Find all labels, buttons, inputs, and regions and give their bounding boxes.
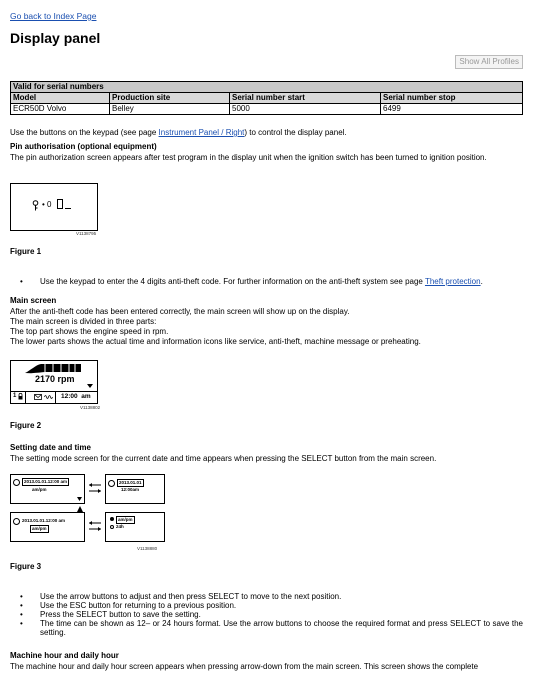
- cell-serial-start: 5000: [230, 104, 381, 115]
- preheat-coil-icon: [44, 394, 53, 400]
- figure-3-id: V1138880: [137, 546, 158, 551]
- arrow-up-icon: [77, 501, 83, 512]
- pin-body: The pin authorization screen appears after test program in the display unit when the ignition switch has been turned to ignition position.: [10, 153, 487, 162]
- list-item: • Use the arrow buttons to adjust and then press SELECT to move to the next position.: [10, 592, 523, 601]
- date-time-bullets: [10, 592, 523, 637]
- theft-protection-link[interactable]: Theft protection: [424, 277, 481, 286]
- screen-datetime-ampm-selected: [10, 512, 85, 542]
- figure-2-main-screen: [10, 360, 98, 404]
- datetime-value: 2013.01.01.12:00 am: [24, 479, 68, 484]
- page-title: Display panel: [10, 30, 101, 46]
- pin-digits: • 0: [42, 200, 52, 209]
- list-item: • Use the keypad to enter the 4 digits anti-theft code. For further information on the anti-theft system see page Theft protection.: [10, 277, 523, 286]
- screen-date-time: [105, 474, 165, 504]
- serial-table-caption: Valid for serial numbers: [11, 82, 523, 93]
- h24-option: 24h: [116, 524, 124, 529]
- list-item: • Use the ESC button for returning to a previous position.: [10, 601, 523, 610]
- radio-empty-icon: [110, 525, 114, 529]
- header-serial-start: Serial number start: [230, 93, 381, 104]
- header-serial-stop: Serial number stop: [381, 93, 523, 104]
- key-icon: [32, 200, 39, 211]
- header-production-site: Production site: [110, 93, 230, 104]
- back-to-index-link[interactable]: Go back to Index Page: [10, 11, 97, 21]
- screen-separator: [55, 391, 56, 403]
- pin-cursor-box: [57, 199, 63, 209]
- time-value: 12:00am: [121, 487, 140, 492]
- main-screen-heading: Main screen: [10, 296, 57, 305]
- pin-underscore: [65, 208, 71, 209]
- cell-model: ECR50D Volvo: [11, 104, 110, 115]
- rpm-value: 2170 rpm: [35, 374, 75, 384]
- message-count: 1: [13, 393, 17, 399]
- figure-1-label: Figure 1: [10, 247, 42, 256]
- figure-2-id: V1138802: [80, 405, 101, 410]
- navigation-arrows: [88, 481, 102, 495]
- show-all-profiles-button[interactable]: Show All Profiles: [455, 55, 523, 69]
- list-item: • Press the SELECT button to save the setting.: [10, 610, 523, 619]
- clock-time: 12:00 am: [61, 393, 91, 400]
- header-model: Model: [11, 93, 110, 104]
- list-item: • The time can be shown as 12– or 24 hours format. Use the arrow buttons to choose the required format and press SELECT to save the setting.: [10, 619, 523, 637]
- arrow-down-icon: [87, 384, 93, 388]
- datetime-value: 2013.01.01.12:00 am: [22, 518, 66, 523]
- intro-text: Use the buttons on the keypad (see page Instrument Panel / Right) to control the display panel.: [10, 128, 347, 137]
- ampm-label: am/pm: [32, 487, 47, 492]
- figure-3-label: Figure 3: [10, 562, 42, 571]
- figure-1-pin-screen: [10, 183, 98, 231]
- figure-3-date-time-screens: [10, 474, 165, 546]
- date-value: 2013.01.01: [119, 480, 142, 485]
- clock-icon: [13, 479, 20, 486]
- serial-number-table: [10, 81, 523, 115]
- ampm-selected: am/pm: [32, 526, 47, 531]
- pin-bullets: [10, 277, 523, 286]
- screen-divider: [11, 391, 97, 392]
- ampm-option: am/pm: [118, 517, 133, 522]
- screen-datetime-ampm: [10, 474, 85, 504]
- instrument-panel-link[interactable]: Instrument Panel / Right: [158, 128, 245, 137]
- cell-serial-stop: 6499: [381, 104, 523, 115]
- machine-hour-body: The machine hour and daily hour screen appears when pressing arrow-down from the main screen. This screen shows the complete: [10, 662, 479, 671]
- cell-production-site: Belley: [110, 104, 230, 115]
- date-time-heading: Setting date and time: [10, 443, 91, 452]
- figure-2-label: Figure 2: [10, 421, 42, 430]
- screen-format-select: [105, 512, 165, 542]
- figure-1-id: V1138795: [76, 231, 97, 236]
- clock-icon: [13, 518, 20, 525]
- date-time-body: The setting mode screen for the current date and time appears when pressing the SELECT button from the main screen.: [10, 454, 437, 463]
- machine-hour-heading: Machine hour and daily hour: [10, 651, 119, 660]
- screen-separator: [25, 391, 26, 403]
- clock-icon: [108, 480, 115, 487]
- pin-heading: Pin authorisation (optional equipment): [10, 142, 157, 151]
- rpm-bar-gauge: [25, 363, 83, 374]
- radio-selected-icon: [110, 517, 114, 521]
- navigation-arrows: [88, 519, 102, 533]
- main-screen-body: After the anti-theft code has been entered correctly, the main screen will show up on the display. The main screen is divided in three parts: The top part shows the engine speed in rpm. The lower parts shows the actual time and information icons like service, anti-theft, machine message or preheating.: [10, 307, 421, 346]
- envelope-icon: [34, 394, 42, 400]
- lock-icon: [18, 393, 23, 400]
